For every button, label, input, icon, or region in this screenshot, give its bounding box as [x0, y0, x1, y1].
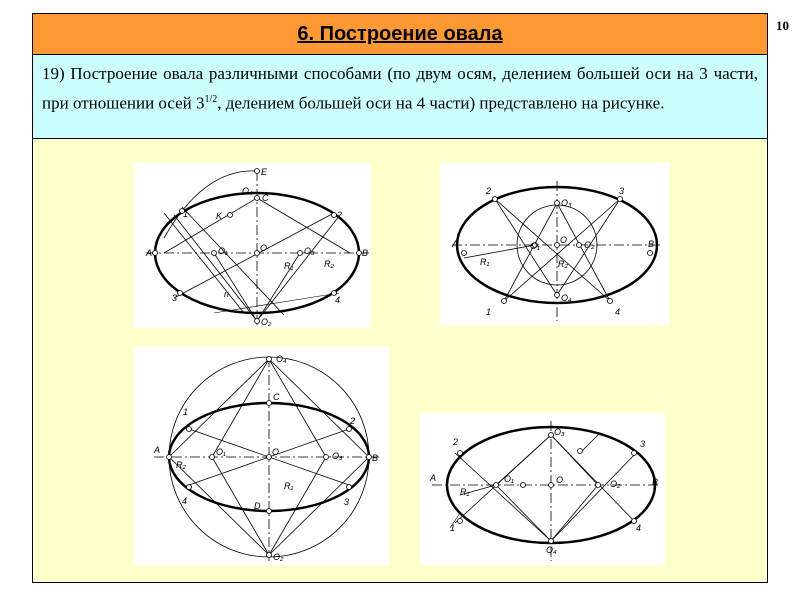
label-R1: R₁	[284, 481, 294, 491]
label-R2: R₂	[324, 259, 334, 269]
description-box	[33, 55, 767, 139]
label-E: E	[261, 167, 268, 177]
label-B: B	[362, 248, 369, 258]
label-4: 4	[182, 496, 188, 506]
label-O: O	[272, 447, 280, 457]
label-2: 2	[486, 186, 492, 196]
label-O4: O₄	[242, 186, 253, 196]
label-4: 4	[615, 307, 621, 317]
label-A: A	[146, 248, 153, 258]
label-A: A	[430, 473, 437, 483]
label-O4: O₄	[276, 354, 287, 364]
figure-oval-four-parts	[420, 413, 665, 565]
figure-oval-four-parts-drawing	[420, 413, 665, 565]
label-A: A	[154, 445, 161, 455]
label-O1: O₁	[216, 447, 226, 457]
label-O3: O₃	[561, 198, 572, 208]
label-3: 3	[172, 293, 178, 303]
figure-oval-axis-ratio-drawing	[134, 347, 389, 565]
description-tail: , делением большей оси на 4 части) представлено на рисунке.	[217, 93, 665, 113]
page-number: 10	[776, 18, 789, 33]
label-3: 3	[619, 186, 625, 196]
label-3: 3	[640, 439, 646, 449]
label-B: B	[648, 239, 655, 249]
label-n: n	[224, 289, 230, 299]
label-R2: R₂	[176, 460, 186, 470]
label-O4: O₄	[546, 545, 557, 555]
label-O1: O₁	[530, 241, 540, 251]
figure-oval-axis-ratio	[134, 347, 389, 565]
label-2: 2	[337, 210, 343, 220]
label-O3: O₃	[304, 246, 315, 256]
label-D: D	[254, 501, 261, 511]
label-1: 1	[183, 209, 189, 219]
label-R1: R₁	[480, 257, 490, 267]
label-O3: O₃	[332, 451, 343, 461]
label-1: 1	[486, 307, 492, 317]
label-4: 4	[636, 523, 642, 533]
label-R1: R₁	[284, 261, 294, 271]
label-2: 2	[453, 437, 459, 447]
label-K: K	[216, 211, 223, 221]
label-B: B	[652, 477, 659, 487]
label-R1: R₁	[460, 487, 470, 497]
label-3: 3	[344, 497, 350, 507]
label-O: O	[260, 243, 268, 253]
figure-oval-three-parts	[440, 163, 669, 325]
label-O3: O₃	[554, 427, 565, 437]
label-O2: O₂	[261, 317, 272, 327]
label-1: 1	[183, 407, 189, 417]
label-O: O	[560, 235, 568, 245]
description-text: 19) Построение овала различными способами (по двум осям, делением большей оси на 3 части, при отношении осей 3	[42, 64, 758, 113]
title-bar	[33, 14, 767, 55]
label-2: 2	[350, 416, 356, 426]
figure-oval-two-axes-drawing	[134, 163, 371, 328]
label-1: 1	[450, 523, 456, 533]
label-O1: O₁	[218, 246, 228, 256]
figure-oval-three-parts-drawing	[440, 163, 669, 325]
label-B: B	[372, 453, 379, 463]
page-title: 6. Построение овала	[297, 22, 503, 45]
label-O2: O₂	[584, 240, 595, 250]
label-O2: O₂	[273, 552, 284, 562]
label-O1: O₁	[504, 474, 514, 484]
label-O2: O₂	[610, 479, 621, 489]
label-O4: O₄	[561, 293, 572, 303]
label-4: 4	[335, 295, 341, 305]
label-R2: R₂	[558, 259, 568, 269]
label-A: A	[452, 239, 459, 249]
label-C: C	[273, 392, 280, 402]
label-C: C	[262, 193, 269, 203]
figure-oval-two-axes	[134, 163, 371, 328]
label-O: O	[556, 475, 564, 485]
description-superscript: 1/2	[204, 94, 218, 105]
